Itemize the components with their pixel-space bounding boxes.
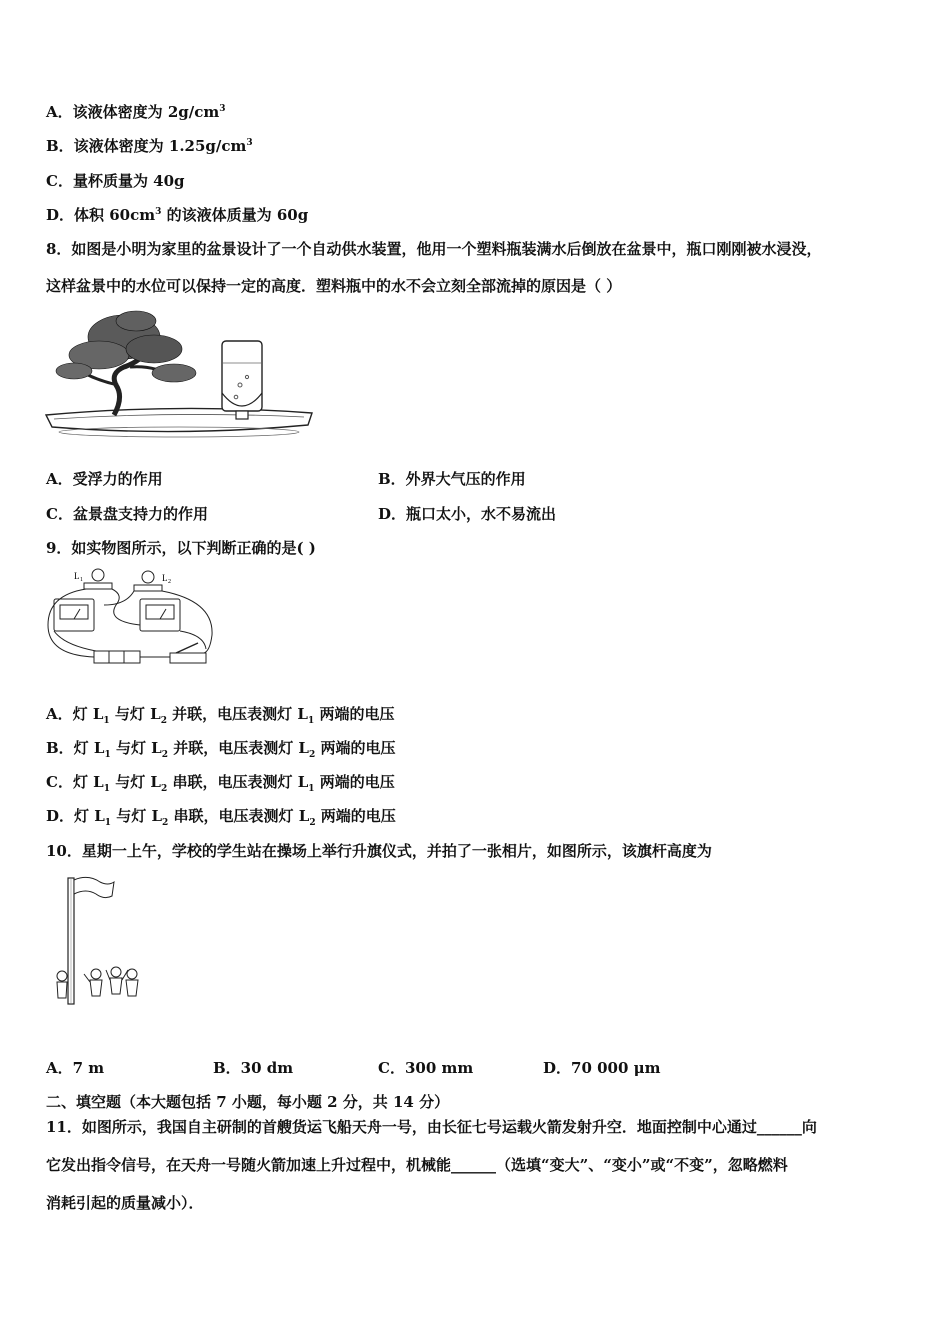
q10-option-b: B．30 dm xyxy=(213,1059,294,1077)
q11-line2: 它发出指令信号，在天舟一号随火箭加速上升过程中，机械能______（选填“变大”、“变小”或“不变”，忽略燃料 xyxy=(46,1156,788,1174)
label-l1: L xyxy=(74,571,80,581)
q9-option-c: C．灯 $L_1$ 与灯 $L_2$ 串联，电压表测灯 $L_1$ 两端的电压 xyxy=(46,773,395,794)
q10-option-d: D．70 000 μm xyxy=(543,1059,661,1077)
q11-line3: 消耗引起的质量减小）． xyxy=(46,1194,204,1212)
label-l2-sub: 2 xyxy=(168,579,171,585)
q7-option-a: A．该液体密度为 $2g/cm^3$ xyxy=(46,103,226,121)
bonsai-water-bottle-figure xyxy=(44,307,314,443)
q8-option-b: B．外界大气压的作用 xyxy=(378,470,526,488)
q8-option-a: A．受浮力的作用 xyxy=(46,470,163,488)
q10-stem: 10．星期一上午，学校的学生站在操场上举行升旗仪式，并拍了一张相片，如图所示，该旗杆高度为 xyxy=(46,842,712,860)
circuit-figure xyxy=(44,565,224,671)
q10-option-a: A．7 m xyxy=(46,1059,105,1077)
q8-stem-line1: 8．如图是小明为家里的盆景设计了一个自动供水装置，他用一个塑料瓶装满水后倒放在盆景中，瓶口刚刚被水浸没， xyxy=(46,240,822,258)
q11-line1: 11．如图所示，我国自主研制的首艘货运飞船天舟一号，由长征七号运载火箭发射升空．地面控制中心通过______向 xyxy=(46,1118,817,1136)
q7-option-d: D．体积 $60cm^3$ 的该液体质量为 60g xyxy=(46,206,309,224)
q9-stem: 9．如实物图所示，以下判断正确的是( ) xyxy=(46,539,316,557)
label-l2: L xyxy=(162,573,168,583)
q9-option-a: A．灯 $L_1$ 与灯 $L_2$ 并联，电压表测灯 $L_1$ 两端的电压 xyxy=(46,705,395,726)
flagpole-students-figure xyxy=(48,872,148,1008)
section-2-heading: 二、填空题（本大题包括 7 小题，每小题 2 分，共 14 分） xyxy=(46,1093,450,1111)
label-l1-sub: 1 xyxy=(80,577,83,583)
q9-option-d: D．灯 $L_1$ 与灯 $L_2$ 串联，电压表测灯 $L_2$ 两端的电压 xyxy=(46,807,396,828)
q7-option-c: C．量杯质量为 40g xyxy=(46,172,185,190)
q10-option-c: C．300 mm xyxy=(378,1059,474,1077)
q8-option-d: D．瓶口太小，水不易流出 xyxy=(378,505,557,523)
q9-option-b: B．灯 $L_1$ 与灯 $L_2$ 并联，电压表测灯 $L_2$ 两端的电压 xyxy=(46,739,396,760)
q8-stem-line2: 这样盆景中的水位可以保持一定的高度．塑料瓶中的水不会立刻全部流掉的原因是（ ） xyxy=(46,277,622,295)
q7-option-b: B．该液体密度为 $1.25g/cm^3$ xyxy=(46,137,253,155)
q8-option-c: C．盆景盘支持力的作用 xyxy=(46,505,208,523)
